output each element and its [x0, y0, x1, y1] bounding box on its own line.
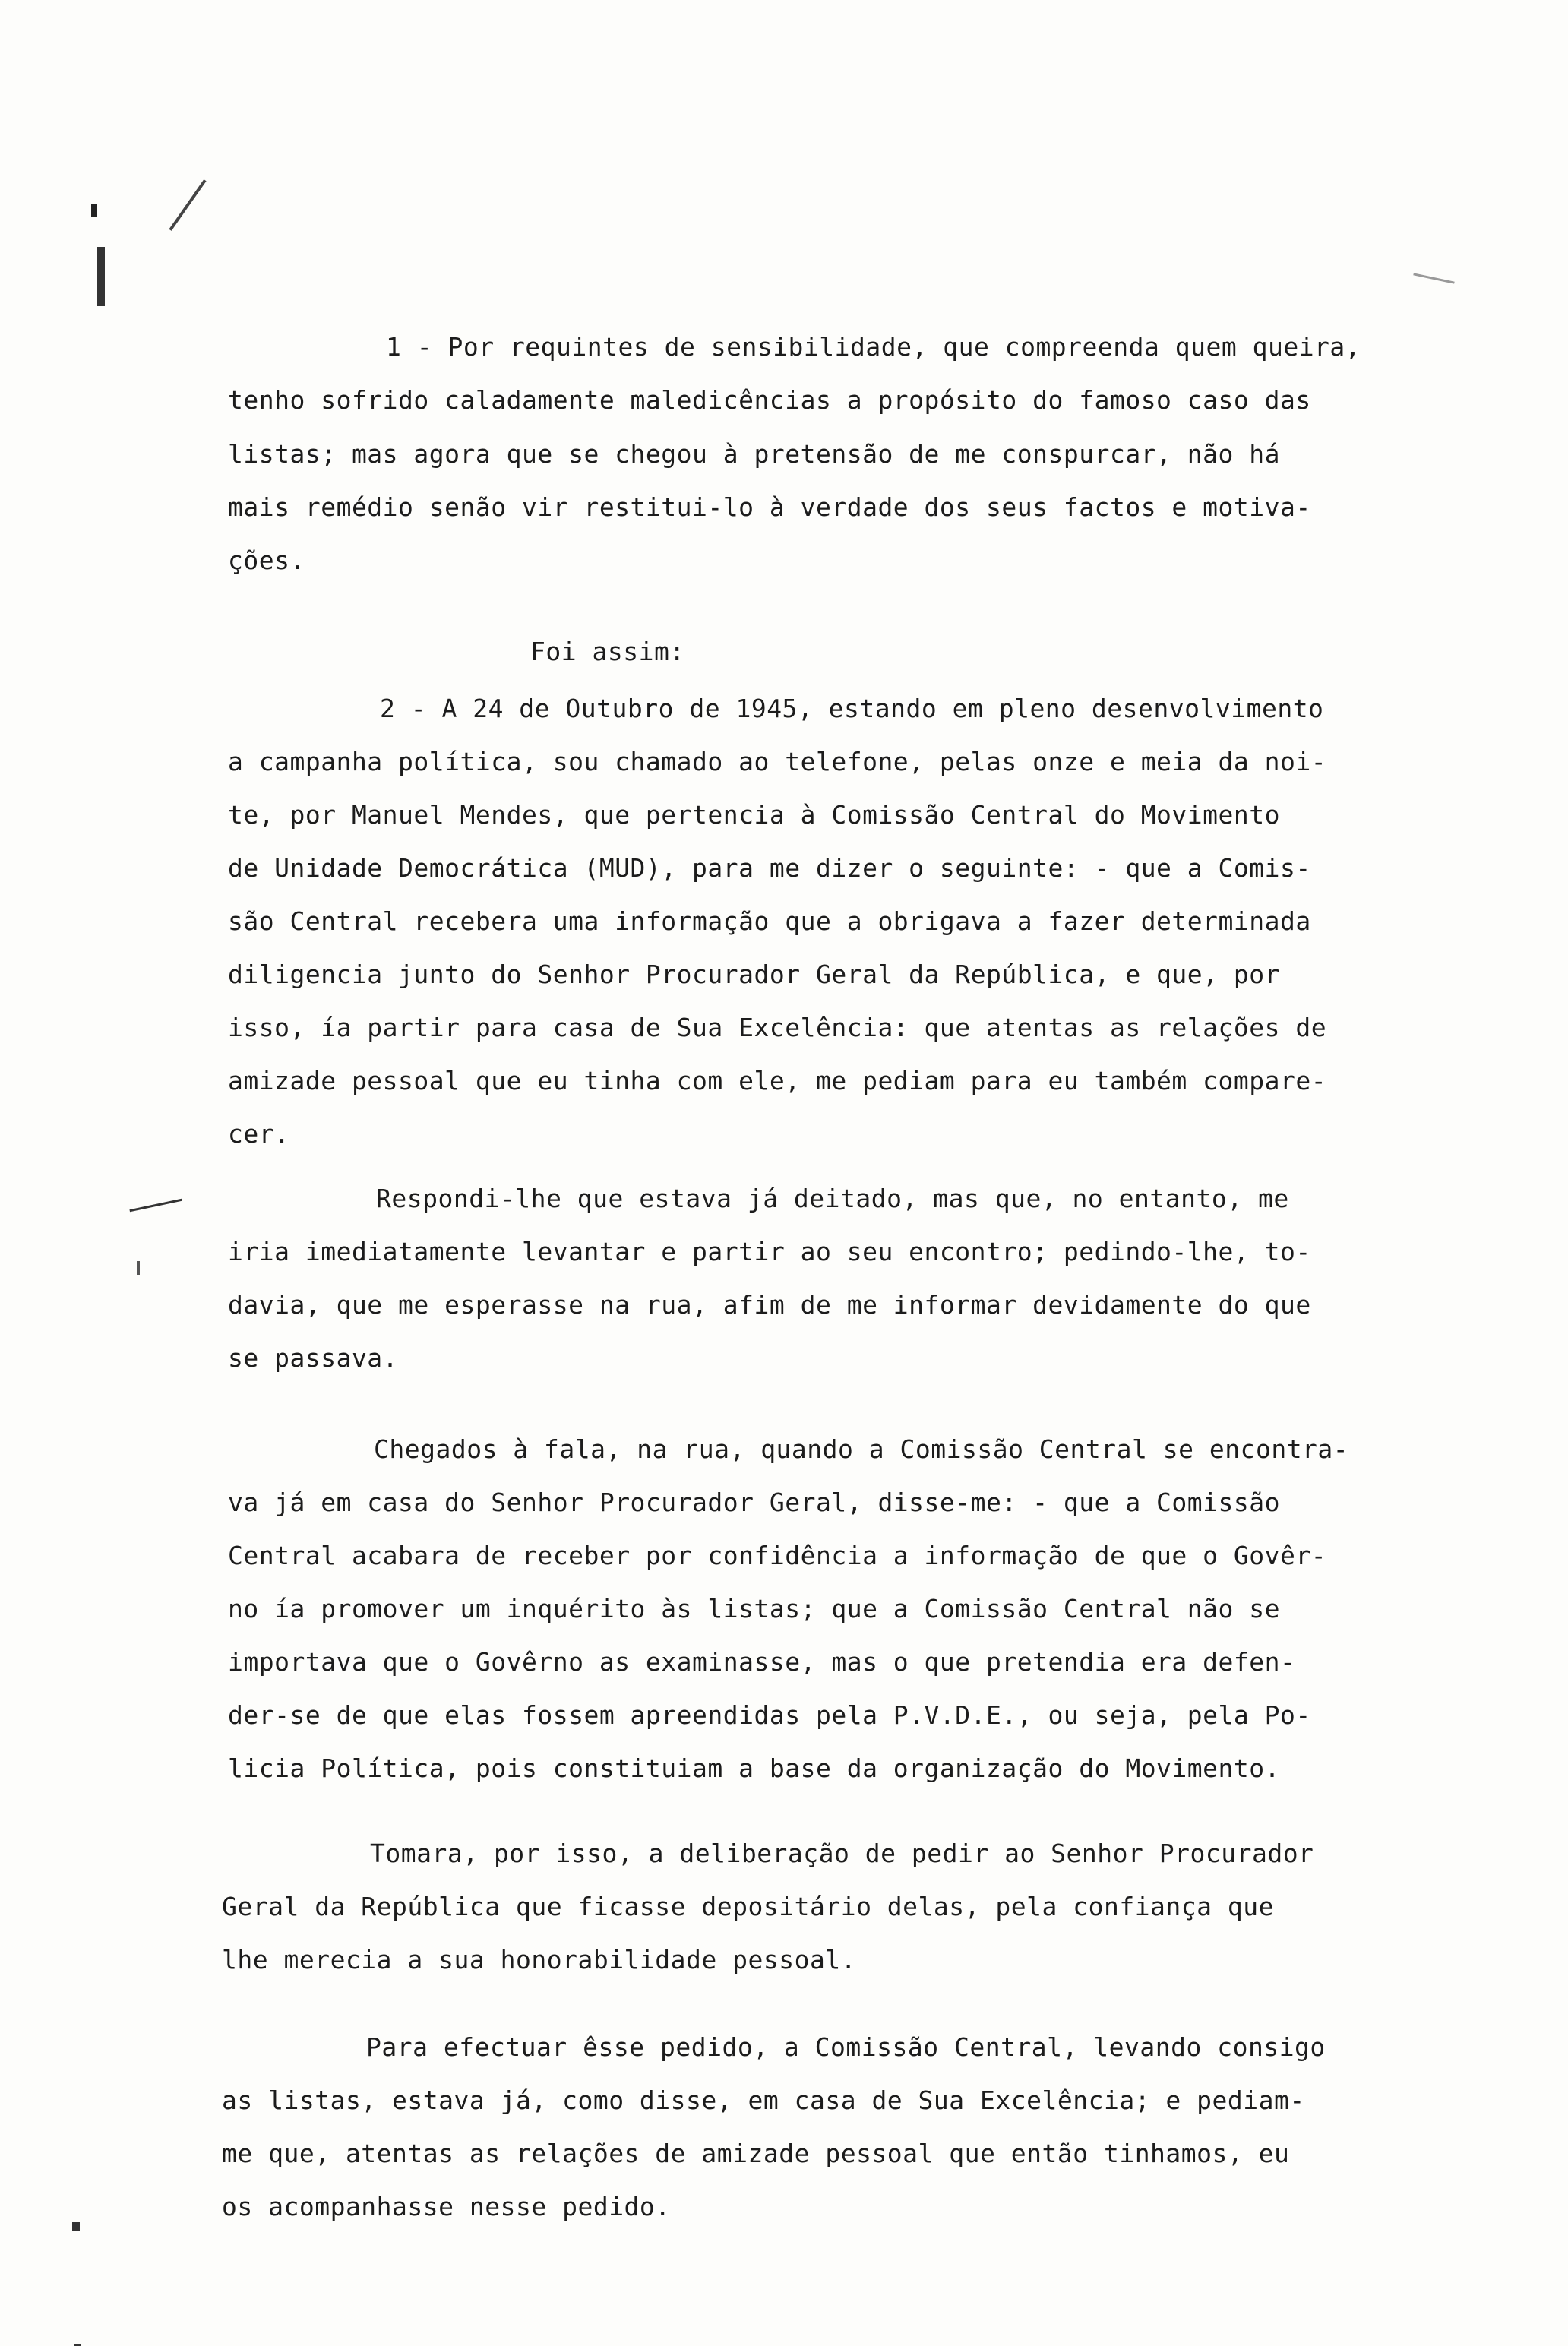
margin-mark [1413, 273, 1454, 283]
paragraph-5-line: no ía promover um inquérito às listas; que a Comissão Central não se [228, 1594, 1281, 1624]
paragraph-5-line: Central acabara de receber por confidência a informação de que o Govêr- [228, 1541, 1327, 1570]
paragraph-1-line: 1 - Por requintes de sensibilidade, que compreenda quem queira, [386, 332, 1361, 362]
paragraph-3-line: diligencia junto do Senhor Procurador Geral da República, e que, por [228, 960, 1281, 989]
paragraph-5-line: der-se de que elas fossem apreendidas pela P.V.D.E., ou seja, pela Po- [228, 1700, 1311, 1730]
paragraph-5-line: licia Política, pois constituiam a base da organização do Movimento. [228, 1753, 1281, 1783]
paragraph-7-line: Para efectuar êsse pedido, a Comissão Central, levando consigo [366, 2032, 1326, 2062]
paragraph-4-line: Respondi-lhe que estava já deitado, mas que, no entanto, me [376, 1184, 1289, 1213]
paragraph-3-line: isso, ía partir para casa de Sua Excelência: que atentas as relações de [228, 1013, 1327, 1042]
paragraph-4-line: se passava. [228, 1343, 399, 1373]
paragraph-5-line: va já em casa do Senhor Procurador Geral, disse-me: - que a Comissão [228, 1488, 1281, 1517]
paragraph-7-line: os acompanhasse nesse pedido. [222, 2192, 671, 2221]
paragraph-5-line: importava que o Govêrno as examinasse, mas o que pretendia era defen- [228, 1647, 1296, 1677]
margin-mark [72, 2222, 80, 2231]
paragraph-1-line: listas; mas agora que se chegou à pretensão de me conspurcar, não há [228, 439, 1281, 469]
paragraph-7-line: as listas, estava já, como disse, em casa de Sua Excelência; e pediam- [222, 2085, 1305, 2115]
paragraph-2-line: Foi assim: [530, 637, 685, 666]
margin-mark [97, 247, 105, 306]
paragraph-3-line: 2 - A 24 de Outubro de 1945, estando em pleno desenvolvimento [380, 694, 1324, 723]
paragraph-3-line: cer. [228, 1119, 290, 1149]
margin-mark [129, 1199, 182, 1212]
paragraph-4-line: davia, que me esperasse na rua, afim de me informar devidamente do que [228, 1290, 1311, 1320]
margin-mark [169, 179, 206, 231]
paragraph-5-line: Chegados à fala, na rua, quando a Comissão Central se encontra- [374, 1434, 1349, 1464]
paragraph-7-line: me que, atentas as relações de amizade pessoal que então tinhamos, eu [222, 2139, 1290, 2168]
paragraph-1-line: mais remédio senão vir restitui-lo à verdade dos seus factos e motiva- [228, 492, 1311, 522]
paragraph-6-line: Tomara, por isso, a deliberação de pedir ao Senhor Procurador [370, 1839, 1314, 1868]
paragraph-6-line: lhe merecia a sua honorabilidade pessoal. [222, 1945, 857, 1974]
paragraph-3-line: te, por Manuel Mendes, que pertencia à Comissão Central do Movimento [228, 800, 1281, 830]
margin-mark [91, 204, 97, 217]
paragraph-3-line: são Central recebera uma informação que a obrigava a fazer determinada [228, 906, 1311, 936]
paragraph-3-line: amizade pessoal que eu tinha com ele, me pediam para eu também compare- [228, 1066, 1327, 1096]
paragraph-3-line: a campanha política, sou chamado ao telefone, pelas onze e meia da noi- [228, 747, 1327, 776]
paragraph-1-line: tenho sofrido caladamente maledicências a propósito do famoso caso das [228, 385, 1311, 415]
paragraph-1-line: ções. [228, 545, 305, 575]
paragraph-4-line: iria imediatamente levantar e partir ao seu encontro; pedindo-lhe, to- [228, 1237, 1311, 1266]
margin-mark [137, 1261, 140, 1275]
paragraph-6-line: Geral da República que ficasse depositário delas, pela confiança que [222, 1892, 1275, 1921]
paragraph-3-line: de Unidade Democrática (MUD), para me dizer o seguinte: - que a Comis- [228, 853, 1311, 883]
